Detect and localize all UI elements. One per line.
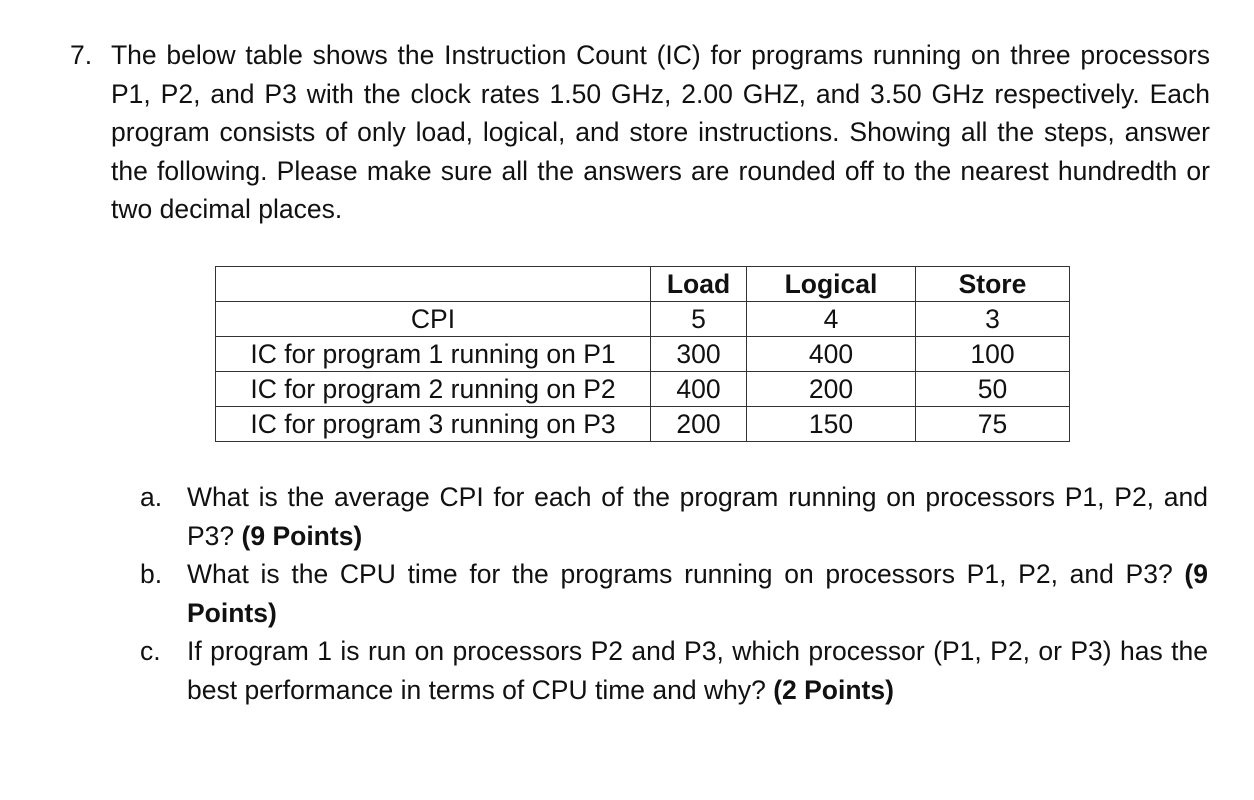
subquestion-a — [140, 478, 1208, 555]
header-logical: Logical — [747, 267, 916, 302]
cell-load: 300 — [651, 337, 747, 372]
subquestion-letter: a. — [140, 482, 163, 512]
subquestion-b — [140, 555, 1208, 632]
ic-table — [215, 266, 1070, 442]
cell-load: 200 — [651, 407, 747, 442]
subquestion-points: (9 Points) — [241, 520, 363, 551]
row-label: IC for program 3 running on P3 — [216, 407, 651, 442]
cell-logical: 150 — [747, 407, 916, 442]
subquestion-letter: c. — [140, 636, 161, 666]
subquestion-points: (9 Points) — [187, 559, 1208, 628]
row-label: IC for program 2 running on P2 — [216, 372, 651, 407]
header-load: Load — [651, 267, 747, 302]
cell-logical: 4 — [747, 302, 916, 337]
question-text: The below table shows the Instruction Count (IC) for programs running on three processors P1, P2, and P3 with the clock rates 1.50 GHz, 2.00 GHZ, and 3.50 GHz respectively. Each program consists of only load, logical, and store instructions. Showing all the steps, answer the following. Please make sure all the answers are rounded off to the nearest hundredth or two decimal places. — [111, 40, 1210, 224]
row-label: IC for program 1 running on P1 — [216, 337, 651, 372]
row-label: CPI — [216, 302, 651, 337]
subquestion-letter: b. — [140, 559, 163, 589]
subquestion-list — [140, 478, 1208, 709]
table-row — [216, 407, 1070, 442]
subquestion-points: (2 Points) — [773, 674, 894, 705]
cell-load: 400 — [651, 372, 747, 407]
cell-load: 5 — [651, 302, 747, 337]
table-row — [216, 337, 1070, 372]
cell-logical: 200 — [747, 372, 916, 407]
question-number: 7. — [70, 40, 93, 70]
subquestion-text: What is the CPU time for the programs running on processors P1, P2, and P3? — [187, 559, 1173, 589]
table-row — [216, 372, 1070, 407]
header-empty — [216, 267, 651, 302]
cell-store: 50 — [916, 372, 1070, 407]
table-header-row — [216, 267, 1070, 302]
subquestion-text: If program 1 is run on processors P2 and P3, which processor (P1, P2, or P3) has the best performance in terms of CPU time and why? — [187, 636, 1208, 705]
cell-store: 3 — [916, 302, 1070, 337]
subquestion-text: What is the average CPI for each of the program running on processors P1, P2, and P3? — [187, 482, 1208, 551]
ic-table-container — [215, 266, 1070, 442]
header-store: Store — [916, 267, 1070, 302]
cell-store: 75 — [916, 407, 1070, 442]
subquestion-c — [140, 632, 1208, 709]
table-row — [216, 302, 1070, 337]
cell-store: 100 — [916, 337, 1070, 372]
cell-logical: 400 — [747, 337, 916, 372]
question-7 — [70, 36, 1210, 229]
